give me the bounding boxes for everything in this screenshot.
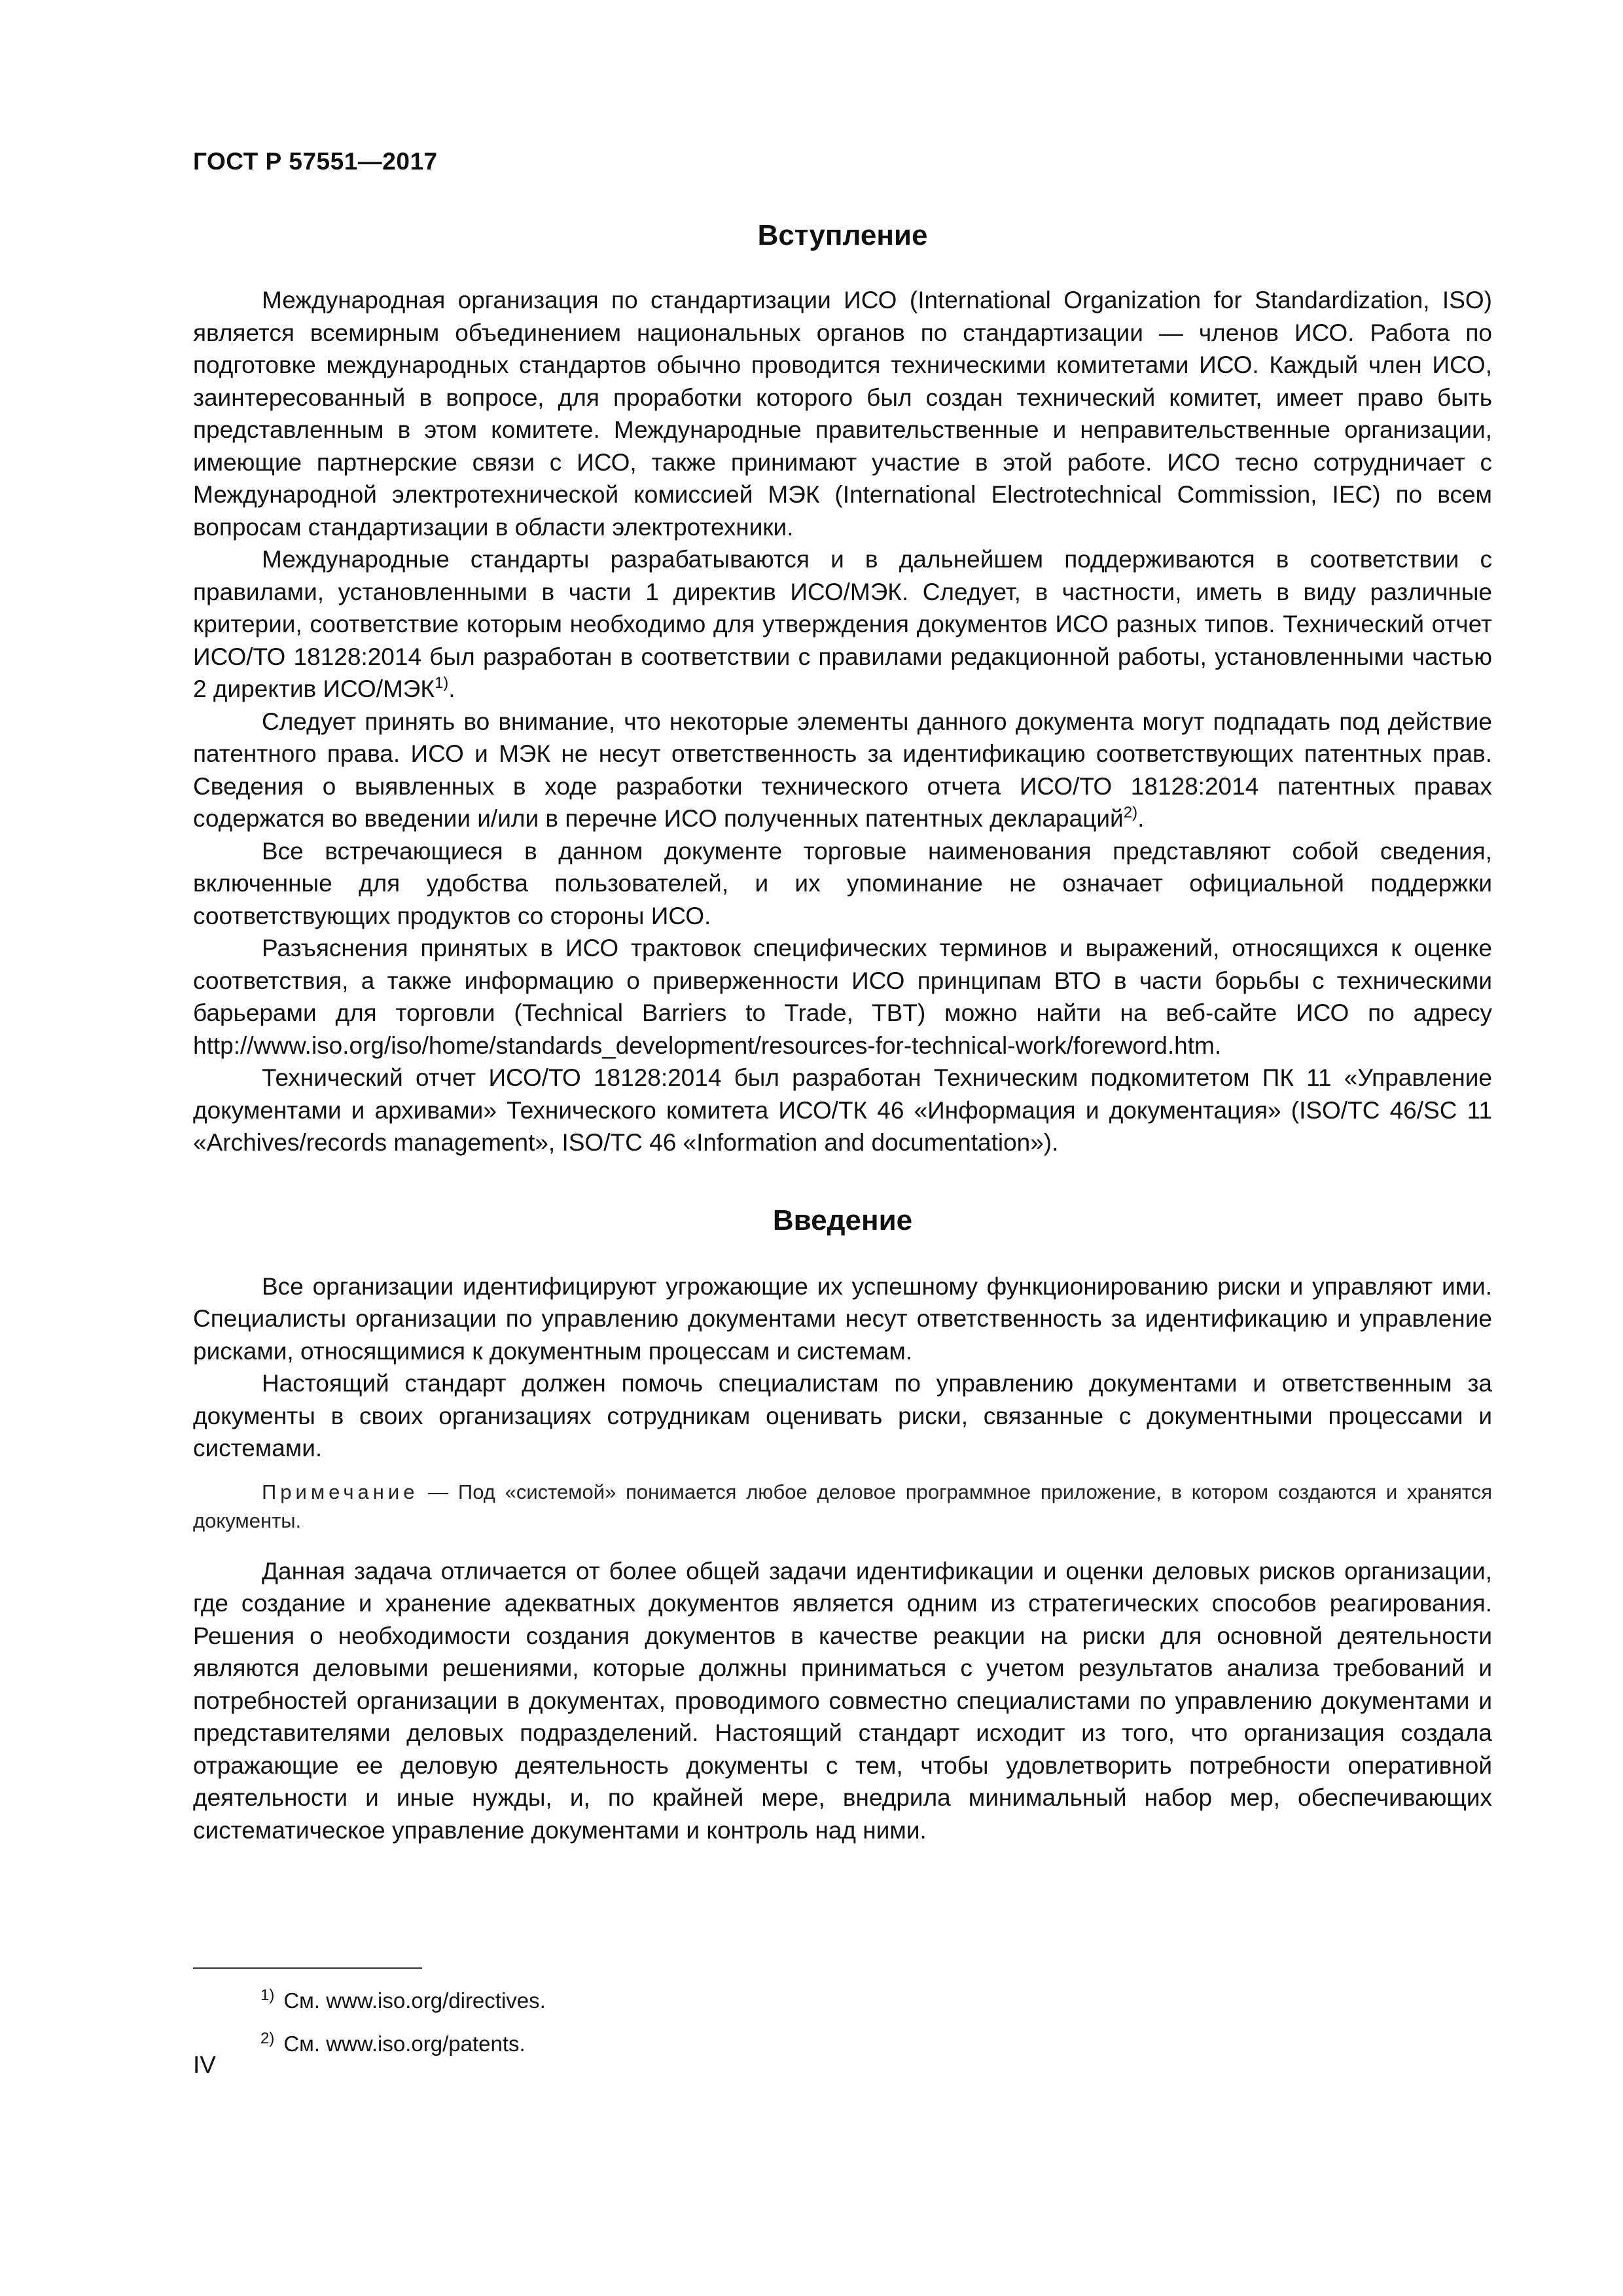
- section-title-foreword: Вступление: [757, 219, 928, 251]
- note-label: Примечание: [262, 1480, 419, 1503]
- footnote-reference: 2): [1123, 804, 1138, 821]
- foreword-paragraph: [193, 932, 1492, 1062]
- introduction-paragraph: Настоящий стандарт должен помочь специалистам по управлению документами и ответственным за документы в своих организациях сотрудникам оценивать риски, связанные с документными процессами и системами.: [193, 1370, 1492, 1462]
- introduction-paragraph: Данная задача отличается от более общей задачи идентификации и оценки деловых рисков организации, где создание и хранение адекватных документов является одним из стратегических способов реагирования. Решения о необходимости создания документов в качестве реакции на риски для основной деятельности являются деловыми решениями, которые должны приниматься с учетом результатов анализа требований и потребностей организации в документах, проводимого совместно специалистами по управлению документами и представителями деловых подразделений. Настоящий стандарт исходит из того, что организация создала отражающие ее деловую деятельность документы с тем, чтобы удовлетворить потребности оперативной деятельности и иные нужды, и, по крайней мере, внедрила минимальный набор мер, обеспечивающих систематическое управление документами и контроль над ними.: [193, 1557, 1492, 1844]
- footnote-text: См. www.iso.org/patents.: [283, 2032, 526, 2056]
- page-number: IV: [193, 2051, 216, 2078]
- foreword-paragraph: [193, 284, 1492, 543]
- note-text: — Под «системой» понимается любое деловое программное приложение, в котором создаются и хранятся документы.: [193, 1480, 1492, 1532]
- note: [193, 1478, 1492, 1535]
- footnote-mark: 1): [260, 1986, 275, 2004]
- paragraph-tail: .: [448, 675, 455, 702]
- footnote-divider: [193, 1967, 422, 1969]
- footnote-reference: 1): [434, 674, 449, 692]
- document-designation: ГОСТ Р 57551—2017: [193, 148, 438, 175]
- page-content: [193, 216, 1492, 1846]
- paragraph-text: Международная организация по стандартизации ИСО (International Organization for Standardization, ISO) является всемирным объединением национальных органов по стандартизации — членов ИСО. Работа по подготовке международных стандартов обычно проводится техническими комитетами ИСО. Каждый член ИСО, заинтересованный в вопросе, для проработки которого был создан технический комитет, имеет право быть представленным в этом комитете. Международные правительственные и неправительственные организации, имеющие партнерские связи с ИСО, также принимают участие в этой работе. ИСО тесно сотрудничает с Международной электротехнической комиссией МЭК (International Electrotechnical Commission, IEC) по всем вопросам стандартизации в области электротехники.: [193, 287, 1492, 541]
- footnote-item: [260, 1979, 546, 2022]
- footnote-text: См. www.iso.org/directives.: [283, 1988, 546, 2013]
- paragraph-text: Технический отчет ИСО/ТО 18128:2014 был разработан Техническим подкомитетом ПК 11 «Управление документами и архивами» Технического комитета ИСО/ТК 46 «Информация и документация» (ISO/TC 46/SC 11 «Archives/records management», ISO/TC 46 «Information and documentation»).: [193, 1064, 1492, 1156]
- footnote-item: [260, 2022, 546, 2066]
- foreword-paragraph: [193, 1062, 1492, 1159]
- footnote-mark: 2): [260, 2030, 275, 2047]
- section-title-introduction: Введение: [772, 1204, 913, 1236]
- paragraph-tail: .: [1137, 805, 1145, 832]
- paragraph-text: Разъяснения принятых в ИСО трактовок специфических терминов и выражений, относящихся к оценке соответствия, а также информацию о приверженности ИСО принципам ВТО в части борьбы с техническими барьерами для торговли (Technical Barriers to Trade, TBT) можно найти на веб-сайте ИСО по адресу http://www.iso.org/iso/home/standards_development/resources-for-technical-work/foreword.htm.: [193, 935, 1492, 1059]
- introduction-paragraph: Все организации идентифицируют угрожающие их успешному функционированию риски и управляют ими. Специалисты организации по управлению документами несут ответственность за идентификацию и управление рисками, относящимися к документным процессам и системам.: [193, 1272, 1492, 1365]
- paragraph-text: Следует принять во внимание, что некоторые элементы данного документа могут подпадать под действие патентного права. ИСО и МЭК не несут ответственность за идентификацию соответствующих патентных прав. Сведения о выявленных в ходе разработки технического отчета ИСО/ТО 18128:2014 патентных правах содержатся во введении и/или в перечне ИСО полученных патентных деклараций: [193, 708, 1492, 832]
- footnotes: [260, 1979, 546, 2066]
- foreword-paragraph: [193, 706, 1492, 835]
- paragraph-text: Все встречающиеся в данном документе торговые наименования представляют собой сведения, включенные для удобства пользователей, и их упоминание не означает официальной поддержки соответствующих продуктов со стороны ИСО.: [193, 837, 1492, 929]
- paragraph-text: Международные стандарты разрабатываются и в дальнейшем поддерживаются в соответствии с правилами, установленными в части 1 директив ИСО/МЭК. Следует, в частности, иметь в виду различные критерии, соответствие которым необходимо для утверждения документов ИСО разных типов. Технический отчет ИСО/ТО 18128:2014 был разработан в соответствии с правилами редакционной работы, установленными частью 2 директив ИСО/МЭК: [193, 546, 1492, 702]
- foreword-paragraph: [193, 543, 1492, 706]
- foreword-paragraph: [193, 835, 1492, 933]
